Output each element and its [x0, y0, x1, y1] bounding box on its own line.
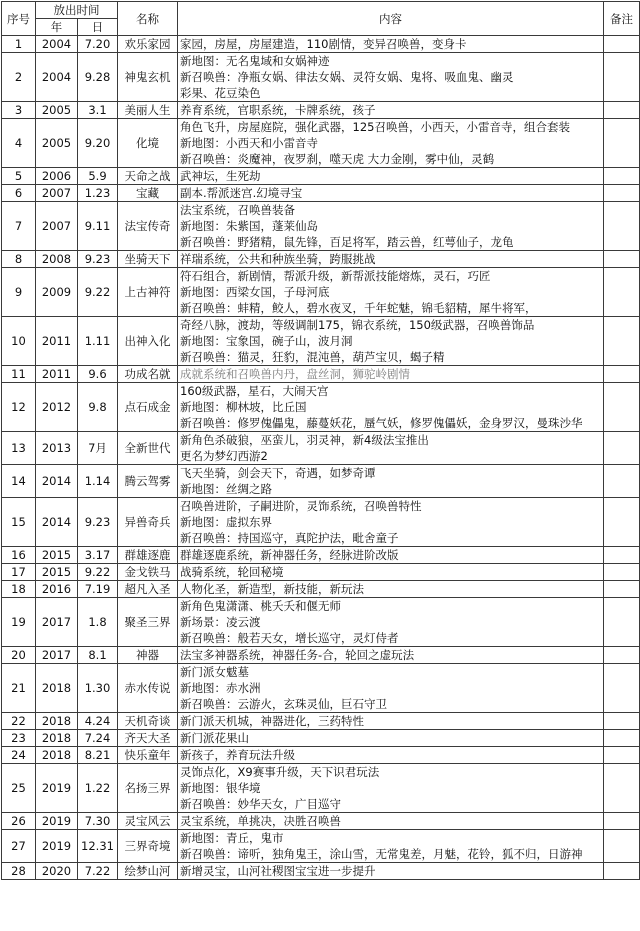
row-remark: [604, 581, 640, 598]
content-line: 新地图：赤水洲: [180, 681, 261, 695]
row-name: 腾云驾雾: [118, 465, 178, 498]
row-seq: 23: [2, 730, 36, 747]
row-remark: [604, 185, 640, 202]
row-name: 天机奇谈: [118, 713, 178, 730]
row-content: [178, 102, 604, 119]
row-year: 2007: [36, 202, 78, 251]
table-row: [2, 547, 640, 564]
content-line: 新召唤兽：净瓶女娲、律法女娲、灵符女娲、鬼将、吸血鬼、幽灵: [180, 70, 514, 84]
row-date: 9.8: [78, 383, 118, 432]
row-year: 2018: [36, 713, 78, 730]
row-date: 9.22: [78, 564, 118, 581]
row-date: 7.24: [78, 730, 118, 747]
row-content: [178, 581, 604, 598]
header-name: 名称: [118, 2, 178, 36]
row-name: 全新世代: [118, 432, 178, 465]
header-date: 日: [78, 19, 118, 36]
row-seq: 25: [2, 764, 36, 813]
content-line: 飞天坐骑，剑会天下，奇遇，如梦奇谭: [180, 466, 376, 480]
row-date: 9.23: [78, 251, 118, 268]
content-line: 新场景：凌云渡: [180, 615, 261, 629]
row-seq: 10: [2, 317, 36, 366]
content-line: 新召唤兽：蚌精，鲛人，碧水夜叉，千年蛇魅，锦毛貂精，犀牛将军，: [180, 301, 537, 315]
row-year: 2019: [36, 830, 78, 863]
row-name: 化境: [118, 119, 178, 168]
row-seq: 22: [2, 713, 36, 730]
row-year: 2008: [36, 251, 78, 268]
row-content: [178, 366, 604, 383]
row-name: 法宝传奇: [118, 202, 178, 251]
content-line: 更名为梦幻西游2: [180, 449, 268, 463]
row-content: [178, 317, 604, 366]
row-remark: [604, 813, 640, 830]
row-remark: [604, 664, 640, 713]
row-date: 5.9: [78, 168, 118, 185]
row-seq: 27: [2, 830, 36, 863]
content-line: 新地图：柳林坡，比丘国: [180, 400, 307, 414]
row-remark: [604, 317, 640, 366]
version-history-table: [1, 1, 640, 880]
row-year: 2005: [36, 119, 78, 168]
content-line: 新召唤兽：修罗傀儡鬼，藤蔓妖花，蜃气妖，修罗傀儡妖，金身罗汉，曼珠沙华: [180, 416, 583, 430]
row-seq: 7: [2, 202, 36, 251]
row-seq: 5: [2, 168, 36, 185]
content-line: 新地图：青丘，鬼市: [180, 831, 284, 845]
content-line: 新召唤兽：妙华天女，广目巡守: [180, 797, 341, 811]
row-date: 3.1: [78, 102, 118, 119]
content-line: 人物化圣，新造型，新技能，新玩法: [180, 582, 364, 596]
row-seq: 9: [2, 268, 36, 317]
row-year: 2007: [36, 185, 78, 202]
row-year: 2004: [36, 53, 78, 102]
row-seq: 6: [2, 185, 36, 202]
content-line: 群雄逐鹿系统，新神器任务，经脉进阶改版: [180, 548, 399, 562]
row-name: 赤水传说: [118, 664, 178, 713]
content-line: 新地图：虚拟东界: [180, 515, 272, 529]
content-line: 新门派花果山: [180, 731, 249, 745]
content-line: 新召唤兽：谛听，独角鬼王，涂山雪，无常鬼差，月魅，花铃，狐不归，日游神: [180, 847, 583, 861]
row-seq: 24: [2, 747, 36, 764]
row-date: 9.23: [78, 498, 118, 547]
row-year: 2014: [36, 465, 78, 498]
row-content: [178, 598, 604, 647]
row-content: [178, 647, 604, 664]
content-line: 新地图：宝象国，碗子山，波月洞: [180, 334, 353, 348]
row-seq: 17: [2, 564, 36, 581]
row-content: [178, 547, 604, 564]
table-row: [2, 465, 640, 498]
row-content: [178, 432, 604, 465]
content-line: 角色飞升，房屋庭院，强化武器，125召唤兽，小西天，小雷音寺，组合套装: [180, 120, 570, 134]
table-row: [2, 185, 640, 202]
row-content: [178, 202, 604, 251]
row-seq: 16: [2, 547, 36, 564]
content-line: 法宝系统，召唤兽装备: [180, 203, 295, 217]
row-seq: 12: [2, 383, 36, 432]
row-date: 7月: [78, 432, 118, 465]
table-row: [2, 581, 640, 598]
row-date: 9.11: [78, 202, 118, 251]
table-row: [2, 119, 640, 168]
row-remark: [604, 251, 640, 268]
table-row: [2, 432, 640, 465]
row-year: 2016: [36, 581, 78, 598]
row-date: 7.30: [78, 813, 118, 830]
content-line: 新增灵宝，山河社稷图宝宝进一步提升: [180, 864, 376, 878]
row-name: 灵宝风云: [118, 813, 178, 830]
table-row: [2, 202, 640, 251]
table-row: [2, 830, 640, 863]
table-row: [2, 598, 640, 647]
row-content: [178, 36, 604, 53]
row-date: 1.14: [78, 465, 118, 498]
row-seq: 20: [2, 647, 36, 664]
row-content: [178, 764, 604, 813]
row-remark: [604, 119, 640, 168]
content-line: 新地图：朱紫国，蓬莱仙岛: [180, 219, 318, 233]
row-content: [178, 730, 604, 747]
row-content: [178, 383, 604, 432]
row-seq: 19: [2, 598, 36, 647]
table-row: [2, 747, 640, 764]
content-line: 新孩子，养育玩法升级: [180, 748, 295, 762]
row-remark: [604, 647, 640, 664]
row-name: 名扬三界: [118, 764, 178, 813]
row-content: [178, 830, 604, 863]
table-row: [2, 730, 640, 747]
row-name: 异兽奇兵: [118, 498, 178, 547]
row-content: [178, 53, 604, 102]
content-line: 新召唤兽：野猪精，鼠先锋，百足将军，踏云兽，红萼仙子，龙龟: [180, 235, 514, 249]
row-date: 1.8: [78, 598, 118, 647]
row-content: [178, 813, 604, 830]
row-date: 7.19: [78, 581, 118, 598]
content-line: 成就系统和召唤兽内丹，盘丝洞，狮驼岭剧情: [180, 367, 410, 381]
table-row: [2, 863, 640, 880]
header-year: 年: [36, 19, 78, 36]
row-seq: 4: [2, 119, 36, 168]
row-date: 1.11: [78, 317, 118, 366]
row-content: [178, 185, 604, 202]
row-remark: [604, 863, 640, 880]
row-remark: [604, 498, 640, 547]
row-content: [178, 564, 604, 581]
content-line: 新地图：西梁女国，子母河底: [180, 285, 330, 299]
row-name: 出神入化: [118, 317, 178, 366]
row-date: 1.30: [78, 664, 118, 713]
row-date: 9.28: [78, 53, 118, 102]
content-line: 召唤兽进阶，子嗣进阶，灵饰系统，召唤兽特性: [180, 499, 422, 513]
content-line: 新地图：银华境: [180, 781, 261, 795]
row-remark: [604, 764, 640, 813]
row-seq: 8: [2, 251, 36, 268]
row-year: 2015: [36, 547, 78, 564]
row-remark: [604, 713, 640, 730]
row-content: [178, 713, 604, 730]
row-remark: [604, 547, 640, 564]
row-date: 1.22: [78, 764, 118, 813]
row-content: [178, 863, 604, 880]
row-content: [178, 119, 604, 168]
row-year: 2011: [36, 317, 78, 366]
row-date: 3.17: [78, 547, 118, 564]
content-line: 新门派女魃墓: [180, 665, 249, 679]
row-name: 金戈铁马: [118, 564, 178, 581]
row-name: 天命之战: [118, 168, 178, 185]
row-seq: 28: [2, 863, 36, 880]
row-date: 12.31: [78, 830, 118, 863]
row-remark: [604, 168, 640, 185]
header-release-time: 放出时间: [36, 2, 118, 19]
content-line: 武神坛，生死劫: [180, 169, 261, 183]
content-line: 法宝多神器系统，神器任务-合，轮回之虚玩法: [180, 648, 415, 662]
table-row: [2, 383, 640, 432]
header-content: 内容: [178, 2, 604, 36]
row-name: 欢乐家园: [118, 36, 178, 53]
row-name: 群雄逐鹿: [118, 547, 178, 564]
row-name: 点石成金: [118, 383, 178, 432]
content-line: 新角色杀破狼，巫蛮儿，羽灵神，新4级法宝推出: [180, 433, 429, 447]
content-line: 新角色鬼潇潇、桃夭夭和偃无师: [180, 599, 341, 613]
row-name: 上古神符: [118, 268, 178, 317]
row-remark: [604, 830, 640, 863]
row-seq: 26: [2, 813, 36, 830]
content-line: 新召唤兽：猫灵，狂豹，混沌兽，葫芦宝贝，蝎子精: [180, 350, 445, 364]
content-line: 祥瑞系统，公共和种族坐骑，跨服挑战: [180, 252, 376, 266]
content-line: 副本.帮派迷宫.幻境寻宝: [180, 186, 303, 200]
row-name: 美丽人生: [118, 102, 178, 119]
row-year: 2013: [36, 432, 78, 465]
row-date: 8.1: [78, 647, 118, 664]
row-name: 神鬼玄机: [118, 53, 178, 102]
table-row: [2, 168, 640, 185]
row-seq: 11: [2, 366, 36, 383]
row-name: 功成名就: [118, 366, 178, 383]
content-line: 新地图：小西天和小雷音寺: [180, 136, 318, 150]
row-name: 坐骑天下: [118, 251, 178, 268]
row-year: 2020: [36, 863, 78, 880]
header-seq: 序号: [2, 2, 36, 36]
row-year: 2019: [36, 813, 78, 830]
row-seq: 15: [2, 498, 36, 547]
row-content: [178, 664, 604, 713]
row-remark: [604, 268, 640, 317]
table-row: [2, 647, 640, 664]
row-name: 齐天大圣: [118, 730, 178, 747]
row-year: 2011: [36, 366, 78, 383]
row-remark: [604, 432, 640, 465]
content-line: 新地图：丝绸之路: [180, 482, 272, 496]
row-remark: [604, 747, 640, 764]
row-seq: 13: [2, 432, 36, 465]
row-content: [178, 251, 604, 268]
row-name: 绘梦山河: [118, 863, 178, 880]
content-line: 新召唤兽：持国巡守，真陀护法，毗舍童子: [180, 531, 399, 545]
row-seq: 18: [2, 581, 36, 598]
content-line: 新召唤兽：云游火，玄珠灵仙，巨石守卫: [180, 697, 387, 711]
row-content: [178, 747, 604, 764]
table-row: [2, 764, 640, 813]
row-year: 2012: [36, 383, 78, 432]
row-seq: 2: [2, 53, 36, 102]
table-row: [2, 251, 640, 268]
row-remark: [604, 53, 640, 102]
row-seq: 1: [2, 36, 36, 53]
row-remark: [604, 564, 640, 581]
table-row: [2, 498, 640, 547]
row-year: 2019: [36, 764, 78, 813]
row-date: 9.6: [78, 366, 118, 383]
row-content: [178, 498, 604, 547]
header-remark: 备注: [604, 2, 640, 36]
row-year: 2018: [36, 747, 78, 764]
table-row: [2, 268, 640, 317]
row-seq: 14: [2, 465, 36, 498]
table-header: [2, 2, 640, 36]
row-year: 2017: [36, 598, 78, 647]
content-line: 新召唤兽：炎魔神，夜罗刹，噬天虎 大力金刚，雾中仙，灵鹤: [180, 152, 495, 166]
row-seq: 3: [2, 102, 36, 119]
row-date: 9.20: [78, 119, 118, 168]
row-year: 2017: [36, 647, 78, 664]
row-name: 快乐童年: [118, 747, 178, 764]
table-row: [2, 713, 640, 730]
table-row: [2, 813, 640, 830]
content-line: 160级武器，星石，大闹天宫: [180, 384, 329, 398]
row-name: 聚圣三界: [118, 598, 178, 647]
table-row: [2, 102, 640, 119]
row-year: 2018: [36, 664, 78, 713]
table-row: [2, 366, 640, 383]
row-year: 2014: [36, 498, 78, 547]
row-name: 神器: [118, 647, 178, 664]
row-year: 2009: [36, 268, 78, 317]
row-name: 三界奇境: [118, 830, 178, 863]
content-line: 养育系统，官职系统，卡牌系统，孩子: [180, 103, 376, 117]
row-content: [178, 465, 604, 498]
row-date: 1.23: [78, 185, 118, 202]
content-line: 新召唤兽：般若天女，增长巡守，灵灯侍者: [180, 631, 399, 645]
content-line: 家园，房屋，房屋建造，110剧情，变异召唤兽，变身卡: [180, 37, 467, 51]
row-seq: 21: [2, 664, 36, 713]
row-year: 2006: [36, 168, 78, 185]
table-row: [2, 317, 640, 366]
content-line: 新地图：无名鬼域和女娲神迹: [180, 54, 330, 68]
table-row: [2, 53, 640, 102]
row-remark: [604, 465, 640, 498]
row-date: 7.22: [78, 863, 118, 880]
table-body: [2, 36, 640, 880]
row-remark: [604, 36, 640, 53]
row-remark: [604, 366, 640, 383]
row-content: [178, 268, 604, 317]
row-year: 2005: [36, 102, 78, 119]
row-date: 4.24: [78, 713, 118, 730]
content-line: 新门派天机城，神器进化，三药特性: [180, 714, 364, 728]
content-line: 灵饰点化，X9赛事升级，天下识君玩法: [180, 765, 380, 779]
content-line: 彩果、花豆染色: [180, 86, 261, 100]
content-line: 灵宝系统，单挑决，决胜召唤兽: [180, 814, 341, 828]
row-remark: [604, 598, 640, 647]
table-row: [2, 36, 640, 53]
row-year: 2018: [36, 730, 78, 747]
content-line: 战骑系统，轮回秘境: [180, 565, 284, 579]
row-remark: [604, 102, 640, 119]
row-name: 超凡入圣: [118, 581, 178, 598]
table-row: [2, 664, 640, 713]
content-line: 符石组合，新剧情，帮派升级，新帮派技能熔炼，灵石，巧匠: [180, 269, 491, 283]
row-remark: [604, 730, 640, 747]
row-date: 7.20: [78, 36, 118, 53]
row-date: 9.22: [78, 268, 118, 317]
row-remark: [604, 202, 640, 251]
content-line: 奇经八脉，渡劫，等级调制175，锦衣系统，150级武器，召唤兽饰品: [180, 318, 535, 332]
row-date: 8.21: [78, 747, 118, 764]
row-year: 2015: [36, 564, 78, 581]
table-row: [2, 564, 640, 581]
row-name: 宝藏: [118, 185, 178, 202]
row-remark: [604, 383, 640, 432]
row-content: [178, 168, 604, 185]
row-year: 2004: [36, 36, 78, 53]
